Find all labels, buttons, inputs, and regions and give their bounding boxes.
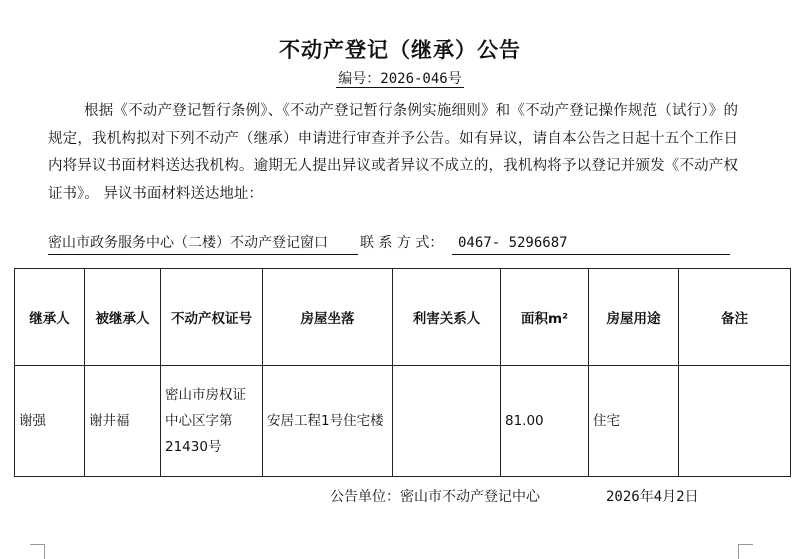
delivery-address: 密山市政务服务中心（二楼）不动产登记窗口 xyxy=(48,232,358,255)
col-heir-header: 继承人 xyxy=(15,269,85,366)
col-decedent-header: 被继承人 xyxy=(85,269,161,366)
notice-body: 根据《不动产登记暂行条例》、《不动产登记暂行条例实施细则》和《不动产登记操作规范（试行）》的规定，我机构拟对下列不动产（继承）申请进行审查并予公告。如有异议，请自本公告之日起十五个工作日内将异议书面材料送达我机构。逾期无人提出异议或者异议不成立的，我机构将予以登记并颁发《不动产权证书》。 异议书面材料送达地址： xyxy=(48,103,738,202)
col-remarks-header: 备注 xyxy=(679,269,791,366)
issue-date: 2026年4月2日 xyxy=(606,489,699,505)
page-title: 不动产登记（继承）公告 xyxy=(279,38,521,62)
heir-cell: 谢强 xyxy=(15,366,85,477)
contact-phone: 0467- 5296687 xyxy=(452,232,730,255)
col-interested-header: 利害关系人 xyxy=(393,269,501,366)
area-cell: 81.00 xyxy=(501,366,589,477)
page-corner-mark-left xyxy=(30,544,45,559)
usage-cell: 住宅 xyxy=(589,366,679,477)
col-cert-header: 不动产权证号 xyxy=(161,269,263,366)
interested-party-cell xyxy=(393,366,501,477)
table-row xyxy=(15,366,791,477)
remarks-cell xyxy=(679,366,791,477)
table-header-row xyxy=(15,269,791,366)
issuer: 公告单位：密山市不动产登记中心 xyxy=(330,489,540,505)
notice-table xyxy=(14,268,791,477)
contact-label: 联 系 方 式： xyxy=(360,235,444,251)
col-usage-header: 房屋用途 xyxy=(589,269,679,366)
cert-number-cell: 密山市房权证中心区字第21430号 xyxy=(161,366,263,477)
page-corner-mark-right xyxy=(738,544,753,559)
document-number: 编号：2026-046号 xyxy=(338,71,462,87)
decedent-cell: 谢井福 xyxy=(85,366,161,477)
col-location-header: 房屋坐落 xyxy=(263,269,393,366)
location-cell: 安居工程1号住宅楼 xyxy=(263,366,393,477)
address-line xyxy=(48,232,730,254)
col-area-header: 面积m² xyxy=(501,269,589,366)
footer xyxy=(330,486,699,506)
